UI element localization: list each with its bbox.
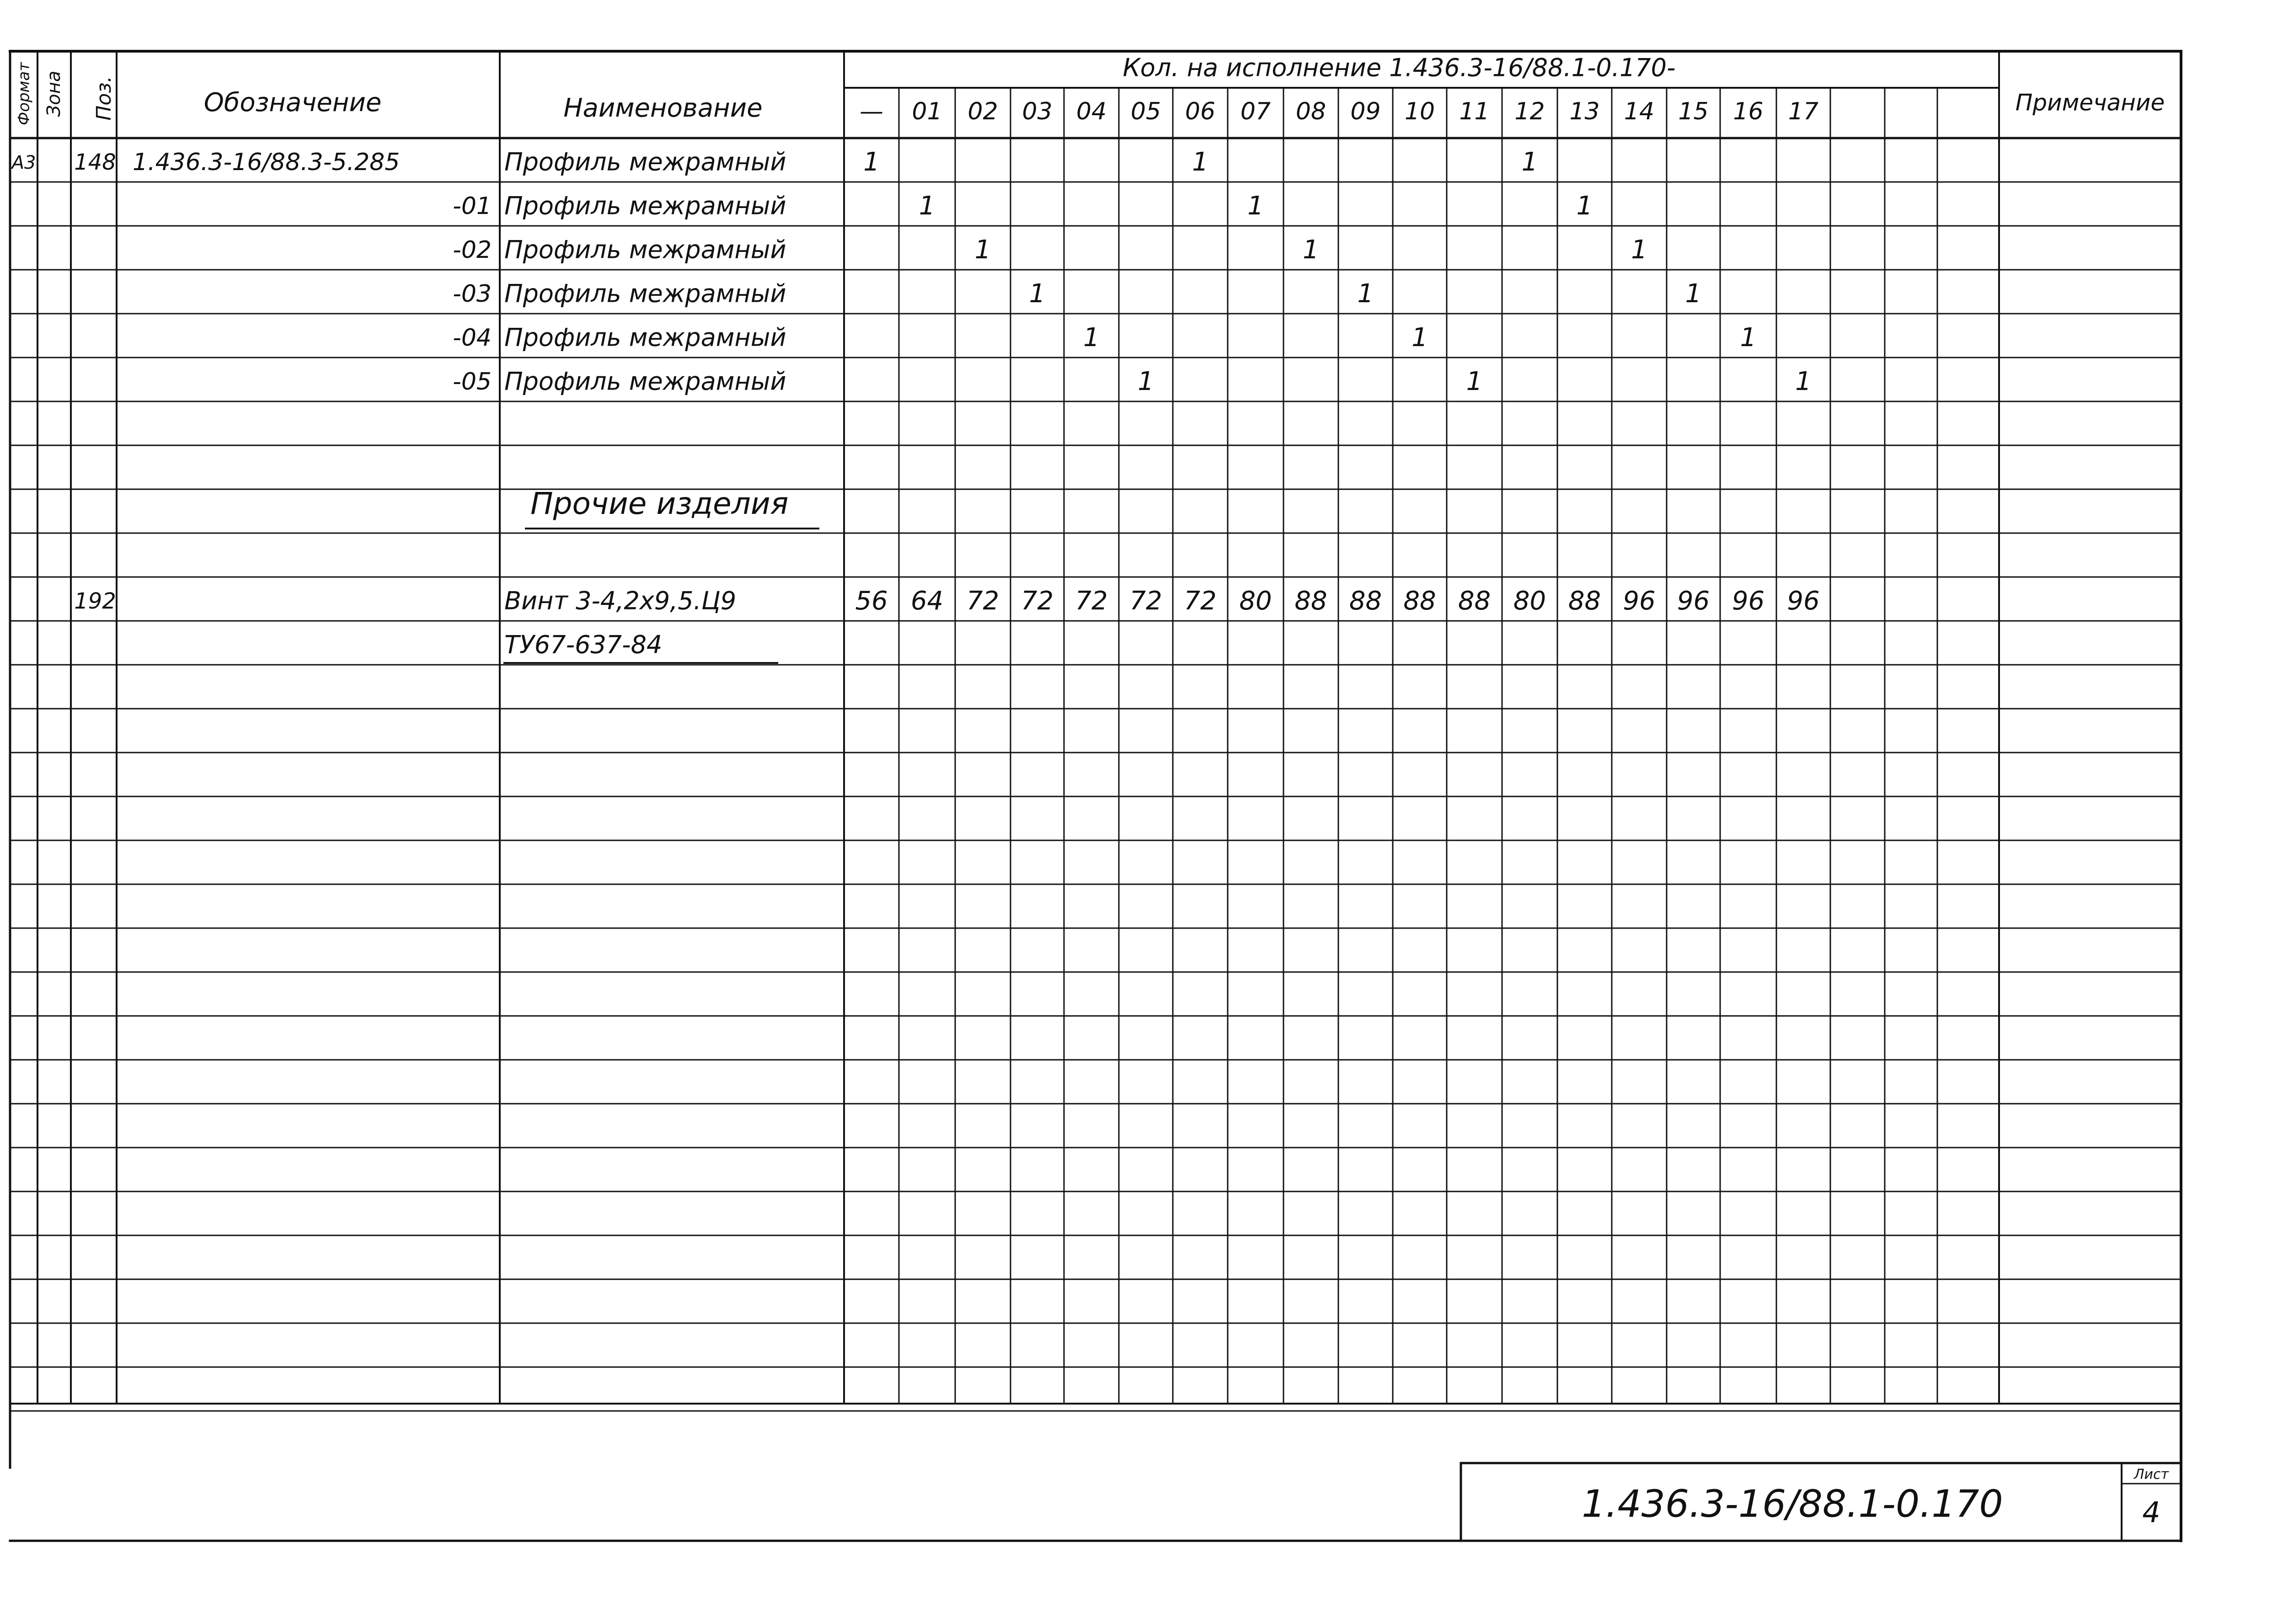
table-header — [15, 53, 2165, 125]
header-note: Примечание — [2015, 89, 2165, 116]
cell-qty: 72 — [966, 586, 1000, 616]
header-qty-title: Кол. на исполнение 1.436.3-16/88.1-0.170- — [1123, 53, 1676, 82]
cell-qty: 72 — [1075, 586, 1108, 616]
header-variant: 06 — [1185, 98, 1216, 125]
cell-qty: 1 — [1685, 279, 1702, 309]
header-variant: 04 — [1076, 98, 1107, 125]
cell-qty: 88 — [1294, 586, 1327, 616]
cell-pos: 192 — [74, 588, 116, 614]
cell-designation: -01 — [453, 192, 492, 220]
table-row — [453, 279, 1701, 309]
cell-designation: -03 — [453, 280, 492, 308]
cell-qty: 1 — [863, 147, 880, 177]
table-row — [453, 323, 1756, 353]
cell-qty: 88 — [1349, 586, 1382, 616]
cell-format: A3 — [11, 152, 36, 173]
cell-qty: 88 — [1458, 586, 1491, 616]
cell-qty: 96 — [1623, 586, 1656, 616]
header-variant: 02 — [968, 98, 998, 125]
cell-qty: 80 — [1513, 586, 1546, 616]
cell-pos: 148 — [74, 150, 116, 175]
cell-qty: 88 — [1568, 586, 1601, 616]
cell-name: Винт 3-4,2х9,5.Ц9 — [504, 586, 737, 615]
table-grid — [10, 51, 2181, 1541]
cell-qty: 1 — [1138, 367, 1154, 397]
cell-name: Профиль межрамный — [504, 323, 786, 352]
cell-qty: 1 — [919, 191, 936, 221]
cell-qty: 1 — [1521, 147, 1538, 177]
cell-qty: 1 — [1083, 323, 1100, 353]
cell-qty: 72 — [1021, 586, 1054, 616]
table-row — [453, 235, 1647, 265]
header-zone: Зона — [43, 70, 64, 117]
cell-qty: 72 — [1184, 586, 1217, 616]
cell-qty: 1 — [1247, 191, 1264, 221]
cell-qty: 64 — [910, 586, 944, 616]
header-variant: 14 — [1624, 98, 1655, 125]
cell-qty: 1 — [1412, 323, 1428, 353]
header-variant: 01 — [912, 98, 942, 125]
header-variant: 09 — [1350, 98, 1381, 125]
header-format: Формат — [15, 62, 33, 125]
header-variant: 12 — [1514, 98, 1545, 125]
header-variant: 15 — [1678, 98, 1709, 125]
table-row — [453, 191, 1593, 221]
header-variant: 07 — [1240, 98, 1271, 125]
header-variant: 08 — [1295, 98, 1326, 125]
document-number: 1.436.3-16/88.1-0.170 — [1582, 1482, 2003, 1526]
cell-qty: 96 — [1787, 586, 1820, 616]
cell-qty: 96 — [1732, 586, 1765, 616]
cell-name: Профиль межрамный — [504, 191, 786, 220]
cell-qty: 1 — [1303, 235, 1319, 265]
header-designation: Обозначение — [203, 88, 382, 118]
table-row — [504, 630, 777, 663]
table-row — [11, 147, 1538, 177]
cell-designation: 1.436.3-16/88.3-5.285 — [133, 149, 400, 176]
header-variant: 17 — [1788, 98, 1819, 125]
cell-designation: -02 — [453, 236, 492, 264]
cell-qty: 1 — [1357, 279, 1374, 309]
cell-qty: 1 — [1576, 191, 1593, 221]
cell-qty: 1 — [1740, 323, 1757, 353]
header-variant: 11 — [1459, 98, 1490, 125]
cell-qty: 88 — [1403, 586, 1436, 616]
cell-qty: 1 — [1795, 367, 1812, 397]
cell-qty: 96 — [1677, 586, 1710, 616]
title-block — [10, 1463, 2181, 1541]
header-variant: 03 — [1022, 98, 1053, 125]
header-variant: — — [860, 98, 883, 125]
cell-qty: 1 — [974, 235, 991, 265]
cell-name: Профиль межрамный — [504, 279, 786, 308]
cell-name: Профиль межрамный — [504, 235, 786, 264]
cell-designation: -04 — [453, 324, 492, 352]
sheet-number: 4 — [2142, 1496, 2160, 1529]
cell-qty: 1 — [1192, 147, 1208, 177]
sheet-label: Лист — [2133, 1466, 2169, 1483]
header-pos: Поз. — [92, 76, 116, 121]
header-variant: 05 — [1130, 98, 1161, 125]
cell-qty: 1 — [1631, 235, 1647, 265]
cell-qty: 56 — [855, 586, 888, 616]
cell-qty: 72 — [1129, 586, 1162, 616]
header-variant: 16 — [1733, 98, 1764, 125]
header-name: Наименование — [563, 93, 763, 123]
header-variant: 10 — [1404, 98, 1435, 125]
cell-designation: -05 — [453, 368, 492, 395]
table-row — [453, 367, 1812, 396]
header-variant: 13 — [1569, 98, 1600, 125]
section-title: Прочие изделия — [530, 486, 789, 522]
cell-name: Профиль межрамный — [504, 147, 786, 176]
table-body — [11, 147, 1820, 663]
table-row — [526, 486, 818, 529]
cell-qty: 1 — [1029, 279, 1046, 309]
cell-name: Профиль межрамный — [504, 367, 786, 396]
cell-qty: 1 — [1466, 367, 1483, 397]
cell-qty: 80 — [1239, 586, 1272, 616]
cell-name: ТУ67-637-84 — [504, 630, 663, 659]
